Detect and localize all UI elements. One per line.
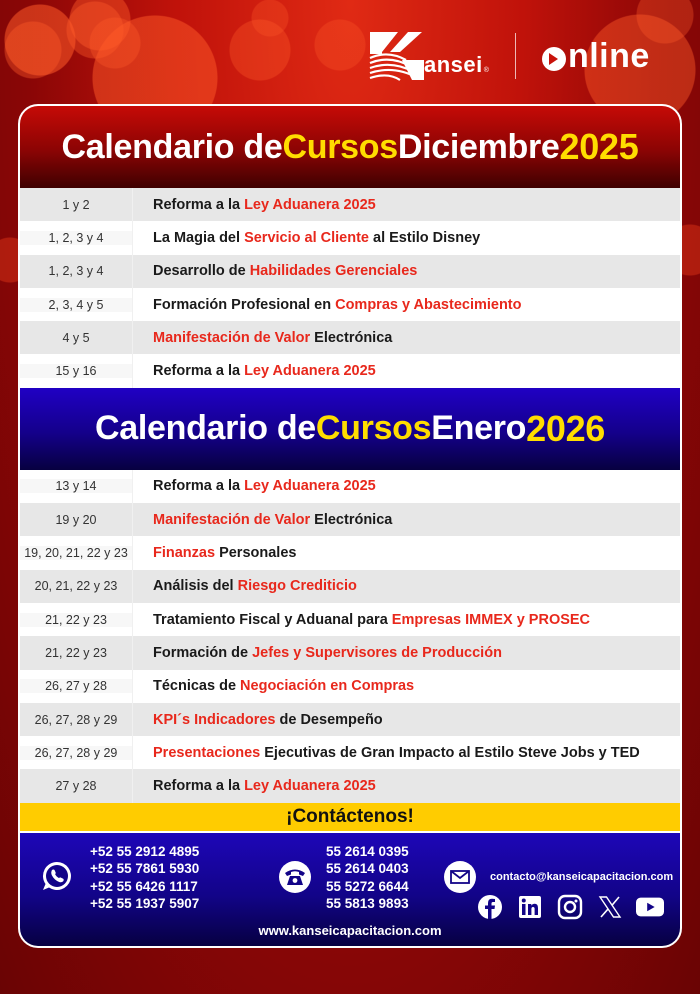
course-title-text: Tratamiento Fiscal y Aduanal para bbox=[153, 611, 392, 628]
course-row bbox=[20, 670, 680, 703]
course-title bbox=[132, 703, 680, 736]
course-title-highlight: Ley Aduanera 2025 bbox=[244, 196, 376, 213]
course-title-highlight: Riesgo Crediticio bbox=[237, 578, 357, 595]
course-row bbox=[20, 221, 680, 254]
cursor-circle-icon bbox=[542, 47, 566, 71]
course-title bbox=[132, 536, 680, 569]
course-title bbox=[132, 221, 680, 254]
logo-divider bbox=[515, 33, 516, 79]
whatsapp-icon[interactable] bbox=[40, 859, 74, 893]
course-row bbox=[20, 703, 680, 736]
december-course-list bbox=[20, 188, 680, 388]
course-title bbox=[132, 570, 680, 603]
course-dates: 19 y 20 bbox=[55, 512, 97, 527]
course-dates: 21, 22 y 23 bbox=[45, 645, 107, 660]
email-icon[interactable] bbox=[444, 861, 476, 893]
title-text: Calendario de bbox=[94, 409, 316, 448]
course-title-text: La Magia del bbox=[153, 229, 245, 246]
january-title bbox=[20, 388, 680, 470]
course-title-text: Reforma a la bbox=[153, 778, 245, 795]
course-title-text: Formación de bbox=[153, 644, 253, 661]
course-dates: 13 y 14 bbox=[20, 479, 132, 493]
contact-heading: ¡Contáctenos! bbox=[20, 803, 680, 833]
course-title-text: de Desempeño bbox=[275, 711, 383, 728]
phone-number[interactable]: 55 5813 9893 bbox=[326, 896, 409, 912]
course-title bbox=[132, 470, 680, 503]
course-dates: 26, 27, 28 y 29 bbox=[34, 712, 118, 727]
course-dates: 21, 22 y 23 bbox=[20, 613, 132, 627]
course-row bbox=[20, 470, 680, 503]
course-title-highlight: Manifestación de Valor bbox=[153, 329, 311, 346]
online-logo bbox=[542, 37, 650, 76]
phone-number[interactable]: 55 2614 0403 bbox=[326, 861, 409, 877]
course-title bbox=[132, 321, 680, 354]
course-dates: 19, 20, 21, 22 y 23 bbox=[20, 546, 132, 560]
course-dates: 20, 21, 22 y 23 bbox=[34, 579, 118, 594]
title-month: Enero bbox=[431, 409, 527, 448]
course-title bbox=[132, 255, 680, 288]
course-title bbox=[132, 188, 680, 221]
title-month: Diciembre bbox=[397, 127, 560, 166]
course-dates: 27 y 28 bbox=[55, 779, 97, 794]
linkedin-icon[interactable] bbox=[516, 893, 544, 921]
email-address[interactable]: contacto@kanseicapacitacion.com bbox=[490, 870, 674, 883]
title-text: Calendario de bbox=[61, 127, 283, 166]
course-title-text: Electrónica bbox=[310, 511, 393, 528]
course-dates: 4 y 5 bbox=[62, 330, 90, 345]
course-row bbox=[20, 354, 680, 387]
course-title-text: Análisis del bbox=[153, 578, 238, 595]
course-title-highlight: Habilidades Gerenciales bbox=[249, 263, 418, 280]
course-dates: 1, 2, 3 y 4 bbox=[48, 264, 104, 279]
course-title-highlight: Negociación en Compras bbox=[240, 678, 415, 695]
course-title-highlight: Servicio al Cliente bbox=[244, 229, 369, 246]
course-row bbox=[20, 288, 680, 321]
course-title-highlight: KPI´s Indicadores bbox=[153, 711, 276, 728]
course-dates: 26, 27 y 28 bbox=[20, 679, 132, 693]
course-dates: 1 y 2 bbox=[62, 197, 90, 212]
title-highlight: Cursos bbox=[315, 409, 432, 448]
course-title bbox=[132, 354, 680, 387]
registered-mark: ® bbox=[483, 67, 489, 74]
brand-name: ansei bbox=[424, 52, 483, 77]
whatsapp-number[interactable]: +52 55 2912 4895 bbox=[90, 843, 200, 859]
course-title-highlight: Jefes y Supervisores de Producción bbox=[252, 644, 502, 661]
contact-footer bbox=[20, 833, 680, 947]
course-title bbox=[132, 670, 680, 703]
whatsapp-numbers bbox=[90, 843, 199, 913]
social-links bbox=[476, 893, 664, 921]
online-text: nline bbox=[567, 36, 650, 75]
phone-number[interactable]: 55 5272 6644 bbox=[326, 878, 409, 894]
course-title-text: Ejecutivas de Gran Impacto al Estilo Steve Jobs y TED bbox=[260, 744, 640, 761]
calendar-panel bbox=[18, 104, 682, 948]
course-title bbox=[132, 736, 680, 769]
course-dates: 15 y 16 bbox=[20, 364, 132, 378]
course-title-highlight: Presentaciones bbox=[153, 744, 261, 761]
title-highlight: Cursos bbox=[282, 127, 398, 166]
telephone-icon[interactable] bbox=[279, 861, 311, 893]
course-title-text: Reforma a la bbox=[153, 363, 245, 380]
course-title-highlight: Empresas IMMEX y PROSEC bbox=[391, 611, 591, 628]
course-title-text: Desarrollo de bbox=[153, 263, 250, 280]
december-title bbox=[20, 106, 680, 188]
course-title-text: Formación Profesional en bbox=[153, 296, 336, 313]
course-title bbox=[132, 603, 680, 636]
brand-logo bbox=[368, 26, 650, 86]
course-row bbox=[20, 736, 680, 769]
landline-numbers bbox=[326, 843, 409, 913]
course-row bbox=[20, 321, 680, 354]
x-icon[interactable] bbox=[596, 893, 624, 921]
course-dates: 26, 27, 28 y 29 bbox=[20, 746, 132, 760]
kansei-logo bbox=[368, 30, 489, 82]
course-row bbox=[20, 603, 680, 636]
course-dates: 1, 2, 3 y 4 bbox=[20, 231, 132, 245]
course-title-highlight: Ley Aduanera 2025 bbox=[244, 478, 376, 495]
course-title-text: Personales bbox=[215, 545, 297, 562]
course-row bbox=[20, 570, 680, 603]
course-title-highlight: Manifestación de Valor bbox=[153, 511, 311, 528]
course-title-highlight: Finanzas bbox=[153, 545, 216, 562]
course-title bbox=[132, 503, 680, 536]
course-title-text: al Estilo Disney bbox=[368, 229, 481, 246]
title-year: 2025 bbox=[559, 126, 639, 167]
course-title-highlight: Ley Aduanera 2025 bbox=[244, 778, 376, 795]
course-title-highlight: Compras y Abastecimiento bbox=[335, 296, 522, 313]
facebook-icon[interactable] bbox=[476, 893, 504, 921]
course-title-highlight: Ley Aduanera 2025 bbox=[244, 363, 376, 380]
whatsapp-number[interactable]: +52 55 7861 5930 bbox=[90, 861, 200, 877]
instagram-icon[interactable] bbox=[556, 893, 584, 921]
course-row bbox=[20, 503, 680, 536]
course-title-text: Electrónica bbox=[310, 329, 393, 346]
course-title bbox=[132, 288, 680, 321]
course-title bbox=[132, 769, 680, 802]
phone-number[interactable]: 55 2614 0395 bbox=[326, 843, 409, 859]
whatsapp-number[interactable]: +52 55 6426 1117 bbox=[90, 878, 198, 894]
course-title-text: Técnicas de bbox=[153, 678, 241, 695]
course-row bbox=[20, 255, 680, 288]
course-title bbox=[132, 636, 680, 669]
course-title-text: Reforma a la bbox=[153, 478, 245, 495]
kansei-k-icon bbox=[368, 30, 426, 82]
whatsapp-number[interactable]: +52 55 1937 5907 bbox=[90, 896, 200, 912]
course-row bbox=[20, 188, 680, 221]
january-course-list bbox=[20, 470, 680, 803]
title-year: 2026 bbox=[526, 407, 606, 449]
course-title-text: Reforma a la bbox=[153, 196, 245, 213]
course-dates: 2, 3, 4 y 5 bbox=[20, 298, 132, 312]
course-row bbox=[20, 769, 680, 802]
website-link[interactable]: www.kanseicapacitacion.com bbox=[258, 922, 442, 938]
course-row bbox=[20, 636, 680, 669]
youtube-icon[interactable] bbox=[636, 893, 664, 921]
course-row bbox=[20, 536, 680, 569]
